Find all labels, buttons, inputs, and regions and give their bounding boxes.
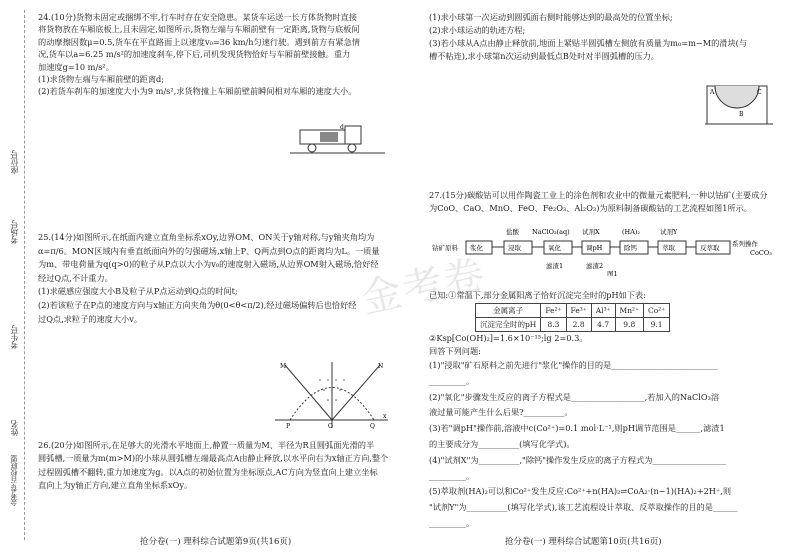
text-line: (1)求磁感应强度大小B及粒子从P点运动到Q点的时间t; <box>38 286 238 297</box>
flow-reagent-label: (HA)₂ <box>622 228 641 236</box>
school-label: 金考卷·百校联盟 <box>10 455 18 507</box>
ph-value-cell: 4.7 <box>591 318 615 332</box>
text-line: 为CoO、CaO、MnO、FeO、Fe₂O₃、Al₂O₃)为原料制备碳酸钴的工艺流程如图1所示。 <box>429 203 752 213</box>
flow-product-label: CoCO₃ <box>750 249 772 257</box>
flow-step-label: 反萃取 <box>700 244 720 252</box>
text-line: _________。 <box>429 518 475 528</box>
text-line: (5)萃取剂(HA)₂可以和Co²⁺发生反应:Co²⁺+n(HA)₂⇌CoA₂·(n−1)(HA)₂+2H⁺,则 <box>429 486 732 497</box>
figure-caption: 图1 <box>607 270 618 276</box>
flow-reagent-label: 试剂Y <box>660 228 678 236</box>
text-line: "试剂Y"为__________(填写化学式),该工艺流程设计萃取、反萃取操作的目的是______ <box>429 502 738 513</box>
text-line: 槽不粘连),求小球第n次运动到最低点B处时对半圆弧槽的压力。 <box>429 51 659 61</box>
magnetic-field-diagram <box>270 360 390 430</box>
flow-step-label: 除钙 <box>624 244 637 252</box>
text-line: 过程圆弧槽不翻转,重力加速度为g。以A点的初始位置为坐标原点,AC方向为竖直向上建立坐标 <box>38 466 378 477</box>
text-line: 为m、带电荷量为q(q>0)的粒子从P点以大小为v₀的速度射入磁场,从边界OM射入磁场,恰好经 <box>38 259 379 270</box>
watermark: 金考卷 <box>357 251 491 323</box>
text-line: (1)求小球第一次运动到圆弧面右侧时能够达到的最高处的位置坐标; <box>429 12 673 22</box>
flow-residue-label: 滤渣1 <box>546 262 564 270</box>
text-line: α=π/6。MON区域内有垂直纸面向外的匀强磁场,x轴上P、Q两点到O点的距离均为L。一质量 <box>38 245 380 256</box>
ph-header-cell: 金属离子 <box>476 304 541 318</box>
flow-step-label: 浸取 <box>508 244 521 252</box>
truck-diagram <box>290 122 390 162</box>
flow-start-label: 钴矿原料 <box>432 244 458 252</box>
text-line: 经过Q点,不计重力。 <box>38 272 113 283</box>
flow-residue-label: 滤渣2 <box>586 262 604 270</box>
process-flow-diagram <box>432 226 782 276</box>
text-line: 27.(15分)碳酸钴可以用作陶瓷工业上的涂色剂和农业中的微量元素肥料,一种以钴矿(主要成分 <box>429 190 768 200</box>
text-line: 的主要成分为__________(填写化学式)。 <box>429 439 575 449</box>
ph-header-cell: Fe²⁺ <box>541 304 566 318</box>
flow-step-label: 调pH <box>586 244 603 252</box>
exam-room-label: 考场号 <box>10 220 19 244</box>
ph-header-cell: Co²⁺ <box>644 304 670 318</box>
text-line: (2)若该粒子在P点的速度方向与x轴正方向夹角为θ(0<θ<π/2),经过磁场偏转后也恰好经 <box>38 300 357 310</box>
flow-reagent-label: NaClO₃(aq) <box>532 228 570 236</box>
ph-table-row <box>476 318 670 332</box>
ph-value-cell: 2.8 <box>566 318 591 332</box>
text-line: (4)"试剂X"为__________,"除钙"操作发生反应的离子方程式为__________________ <box>429 454 727 465</box>
ph-header-cell: Fe³⁺ <box>566 304 591 318</box>
ksp-note: ②Ksp[Co(OH)₂]=1.6×10⁻¹⁵;lg 2=0.3。 <box>429 333 588 343</box>
ph-value-cell: 8.3 <box>541 318 566 332</box>
text-line: (2)若货车刹车的加速度大小为9 m/s²,求货物撞上车厢前壁前瞬间相对车厢的速度大小。 <box>38 86 357 97</box>
ph-header-cell: Mn²⁺ <box>615 304 643 318</box>
right-footer: 抢分卷(一) 理科综合试题第10页(共16页) <box>505 537 662 547</box>
text-line: _________。 <box>429 375 475 386</box>
name-label: 姓名 <box>10 420 19 436</box>
right-page <box>415 0 800 554</box>
half-pipe-diagram <box>705 80 775 130</box>
text-line: 直向上为y轴正方向,建立直角坐标系xOy。 <box>38 480 193 491</box>
flow-tail-label: 系列操作 <box>732 240 758 248</box>
text-line: 25.(14分)如图所示,在纸面内建立直角坐标系xOy,边界OM、ON关于y轴对称,与y轴夹角均为 <box>38 232 375 242</box>
student-number-label: 考生号 <box>10 325 19 349</box>
text-line: (2)求小球运动的轨迹方程; <box>429 25 526 35</box>
text-line: (3)若小球从A点由静止释放前,地面上紧贴半圆弧槽左侧放有质量为m₀=m−M的滑块(与 <box>429 38 748 48</box>
text-line: (1)求货物左端与车厢前壁的距离d; <box>38 74 165 84</box>
text-line: 将货物放在车厢底板上,且未固定,如图所示,货物左端与车厢前壁有一定距离,货物与底板间 <box>38 24 360 35</box>
text-line: (3)若"调pH"操作前,溶液中c(Co²⁺)=0.1 mol·L⁻¹,则pH调节范围是______,滤渣1 <box>429 423 725 434</box>
text-line: 26.(20分)如图所示,在足够大的光滑水平地面上,静置一质量为M、半径为R且圆弧面光滑的半 <box>38 440 375 450</box>
known-conditions: 已知:①常温下,部分金属阳离子恰好沉淀完全时的pH如下表: <box>429 290 647 300</box>
text-line: (1)"浸取"矿石原料之前先进行"浆化"操作的目的是__________________________ <box>429 360 718 370</box>
label-Q: Q <box>370 423 375 430</box>
label-A: A <box>710 89 715 96</box>
label-P: P <box>286 423 291 430</box>
label-M: M <box>280 363 287 370</box>
flow-step-label: 氧化 <box>548 244 561 252</box>
text-line: 加速度g=10 m/s²。 <box>38 61 114 72</box>
left-footer: 抢分卷(一) 理科综合试题第9页(共16页) <box>140 537 292 547</box>
ph-table-header <box>476 304 670 318</box>
text-line: 的动摩擦因数μ=0.5,货车在平直路面上以速度v₀=36 km/h匀速行驶。遇到前方有紧急情 <box>38 36 360 47</box>
flow-reagent-label: 盐酸 <box>506 228 519 236</box>
seat-label: 座位号 <box>10 150 19 174</box>
label-C: C <box>757 89 762 96</box>
ph-header-cell: Al³⁺ <box>591 304 615 318</box>
label-d: d <box>340 124 344 131</box>
ph-value-cell: 9.8 <box>615 318 643 332</box>
text-line: 圆弧槽,一质量为m(m>M)的小球从圆弧槽左端最高点A由静止释放,以水平向右为x轴正方向,整个 <box>38 453 389 464</box>
label-B: B <box>739 111 744 118</box>
text-line: 液过量可能产生什么后果?__________。 <box>429 407 573 418</box>
ph-value-cell: 9.1 <box>644 318 670 332</box>
flow-step-label: 萃取 <box>662 244 675 252</box>
ph-row-label: 沉淀完全时的pH <box>476 318 541 332</box>
ph-table <box>475 303 670 332</box>
text-line: 24.(10分)货物未固定或捆绑不牢,行车时存在安全隐患。某货车运送一长方体货物时直接 <box>38 12 357 22</box>
flow-reagent-label: 试剂X <box>582 228 600 236</box>
label-x: x <box>383 413 387 420</box>
flow-step-label: 浆化 <box>470 244 483 252</box>
label-O: O <box>328 423 333 430</box>
text-line: 况,货车以a=6.25 m/s²的加速度刹车,停下后,司机发现货物恰好与车厢前壁接触。重力 <box>38 49 351 60</box>
text-line: (2)"氧化"步骤发生反应的离子方程式是__________________,若加入的NaClO₃溶 <box>429 391 720 402</box>
text-line: 过Q点,求粒子的速度大小v。 <box>38 313 143 324</box>
label-N: N <box>378 363 384 370</box>
answer-prompt: 回答下列问题: <box>429 346 481 356</box>
text-line: _________。 <box>429 470 475 481</box>
